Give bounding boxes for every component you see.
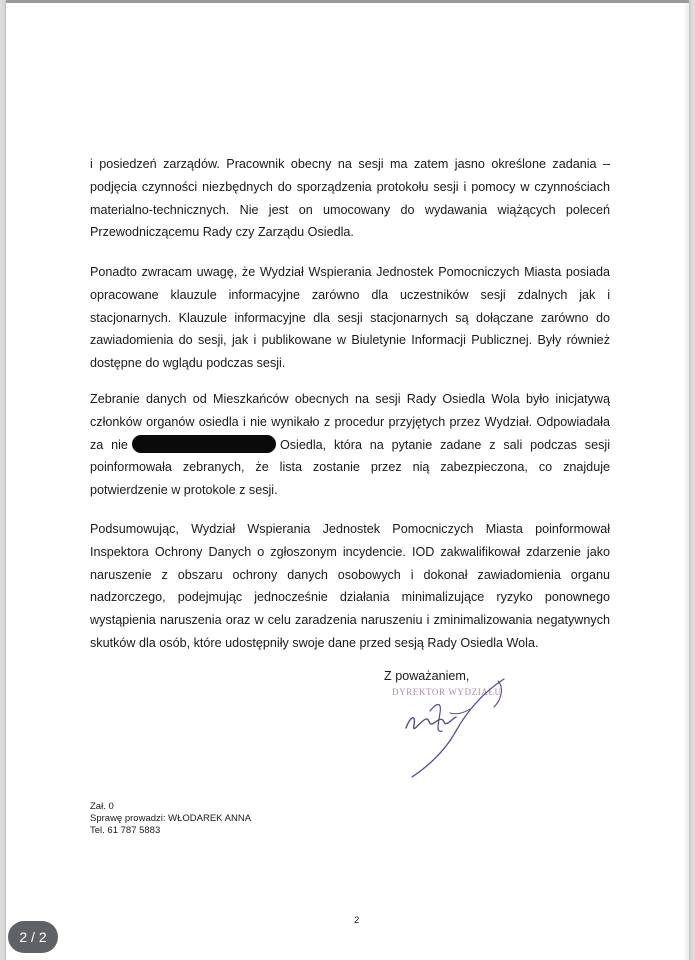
- paragraph-summary: Podsumowując, Wydział Wspierania Jednostek Pomocniczych Miasta poinformował Inspektora Ochrony Danych o zgłoszonym incydencie. IOD zakwalifikował zdarzenie jako naruszenie z obszaru ochrony danych osobowych i dokonał zawiadomienia organu nadzorczego, podejmując jednocześnie działania minimalizujące ryzyko ponownego wystąpienia naruszenia oraz w celu zaradzenia naruszeniu i zminimalizowania negatywnych skutków dla osób, które udostępniły swoje dane przed sesją Rady Osiedla Wola.: [90, 522, 610, 650]
- paragraph-data-collection-end: Osiedla, która na pytanie zadane z sali podczas sesji poinformowała zebranych, że lista zostanie przez nią zabezpieczona, co znajduje potwierdzenie w protokole z sesji.: [90, 437, 610, 498]
- redacted-name: [132, 435, 276, 453]
- paragraph-data-collection-start: Zebranie danych od Mieszkańców obecnych na sesji Rady Osiedla Wola było inicjatywą członków organów osiedla i nie wynikało z procedur przyjętych przez Wydział. Odpowiadała za nie: [90, 392, 610, 452]
- document-page: [6, 0, 689, 960]
- phone-number: Tel. 61 787 5883: [90, 825, 161, 836]
- paragraph-information-clauses: Ponadto zwracam uwagę, że Wydział Wspierania Jednostek Pomocniczych Miasta posiada opracowane klauzule informacyjne zarówno dla uczestników sesji zdalnych jak i stacjonarnych. Klauzule informacyjne dla sesji stacjonarnych są dołączane zarówno do zawiadomienia do sesji, jak i publikowane w Biuletynie Informacji Publicznej. Były również dostępne do wglądu podczas sesji.: [90, 265, 610, 371]
- paragraph-data-collection: [90, 388, 610, 502]
- closing-salutation: Z poważaniem,: [384, 669, 470, 683]
- page-indicator: 2 / 2: [8, 921, 58, 953]
- director-stamp: DYREKTOR WYDZIAŁU: [392, 687, 502, 697]
- page-number: 2: [354, 915, 360, 926]
- handwritten-signature: [386, 673, 516, 783]
- case-handler: Sprawę prowadzi: WŁODAREK ANNA: [90, 813, 252, 824]
- paragraph-duties: i posiedzeń zarządów. Pracownik obecny na sesji ma zatem jasno określone zadania – podjęcia czynności niezbędnych do sporządzenia protokołu sesji i pomocy w czynnościach materialno-technicznych. Nie jest on umocowany do wydawania wiążących poleceń Przewodniczącemu Rady czy Zarządu Osiedla.: [90, 157, 610, 240]
- attachments-note: Zał. 0: [90, 801, 114, 812]
